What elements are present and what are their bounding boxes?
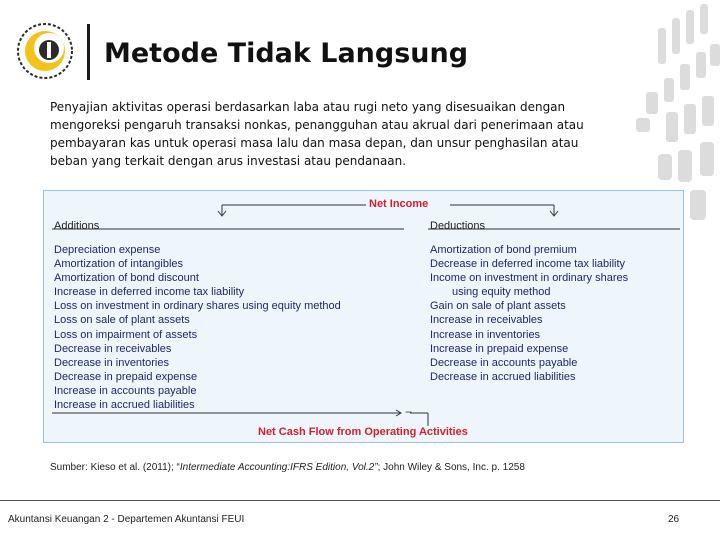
- additions-column: [54, 220, 404, 412]
- list-item: Depreciation expense: [54, 244, 161, 256]
- list-item: Loss on sale of plant assets: [54, 314, 190, 327]
- list-item: Increase in accounts payable: [54, 384, 197, 397]
- list-item: Gain on sale of plant assets: [430, 300, 566, 313]
- university-logo: [16, 22, 74, 80]
- list-item: Increase in deferred income tax liability: [54, 286, 245, 299]
- source-suffix: ; John Wiley & Sons, Inc. p. 1258: [377, 462, 525, 473]
- page-title: Metode Tidak Langsung: [104, 38, 469, 69]
- indirect-method-figure: [43, 190, 684, 443]
- title-divider: [87, 24, 90, 80]
- list-item: Amortization of bond discount: [54, 272, 199, 285]
- deductions-column: [430, 220, 680, 384]
- list-item: Income on investment in ordinary shares: [430, 272, 629, 285]
- list-item: Decrease in prepaid expense: [54, 370, 198, 383]
- list-item: Loss on investment in ordinary shares using equity method: [54, 300, 341, 313]
- list-item: Decrease in receivables: [54, 342, 172, 355]
- list-item: Amortization of bond premium: [430, 244, 577, 256]
- list-item: Decrease in deferred income tax liability: [430, 258, 626, 271]
- list-item: Decrease in accounts payable: [430, 356, 578, 369]
- list-item: Increase in receivables: [430, 314, 543, 327]
- minus-sign: −: [405, 405, 413, 419]
- deductions-list: [430, 243, 680, 384]
- additions-list: [54, 243, 404, 412]
- intro-paragraph: Penyajian aktivitas operasi berdasarkan laba atau rugi neto yang disesuaikan dengan mengoreksi pengaruh transaksi nonkas, penangguhan atau akrual dari penerimaan atau pembayaran kas untuk operasi masa lalu dan masa depan, dan unsur penghasilan atau beban yang terkait dengan arus investasi atau pendanaan.: [50, 100, 584, 168]
- list-item: Loss on impairment of assets: [54, 328, 198, 341]
- footer-course: Akuntansi Keuangan 2 - Departemen Akuntansi FEUI: [8, 514, 245, 525]
- list-item: Increase in inventories: [430, 328, 541, 341]
- source-citation: [50, 462, 525, 473]
- source-title: Intermediate Accounting:IFRS Edition, Vol.2”: [179, 462, 378, 473]
- deductions-heading: Deductions: [430, 220, 486, 232]
- source-prefix: Sumber: Kieso et al. (2011); “: [50, 462, 180, 473]
- page-number: 26: [668, 514, 680, 525]
- list-item: using equity method: [452, 286, 551, 299]
- list-item: Increase in prepaid expense: [430, 342, 569, 355]
- list-item: Amortization of intangibles: [54, 258, 184, 271]
- footer-divider: [0, 500, 720, 501]
- list-item: Decrease in inventories: [54, 356, 169, 369]
- net-income-label: Net Income: [366, 198, 431, 210]
- additions-heading: Additions: [54, 220, 100, 232]
- net-cash-flow-label: Net Cash Flow from Operating Activities: [255, 426, 471, 438]
- list-item: Increase in accrued liabilities: [54, 399, 195, 412]
- list-item: Decrease in accrued liabilities: [430, 370, 576, 383]
